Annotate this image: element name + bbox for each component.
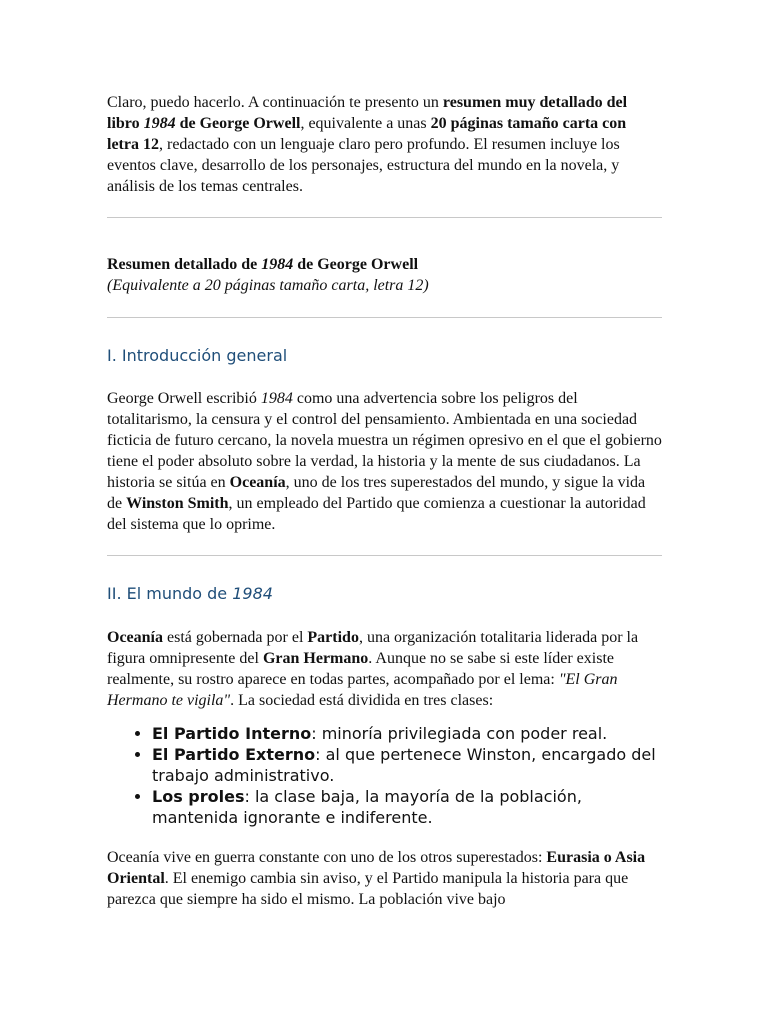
paragraph-text: como una advertencia sobre los peligros del totalitarismo, la censura y el control del pensamiento. Ambientada en una sociedad ficticia de futuro cercano, la novela muestra un régimen opresivo en el que el gobierno tiene el poder absoluto sobre la verdad, la historia y la mente de sus ciudadanos. La historia se sitúa en: [107, 390, 662, 491]
intro-paragraph: [107, 92, 662, 197]
heading-text: II. El mundo de: [107, 584, 233, 603]
list-item: [152, 786, 662, 828]
bold-term: Winston Smith: [126, 495, 229, 512]
paragraph-text: Oceanía vive en guerra constante con uno de los otros superestados:: [107, 849, 547, 866]
intro-text: Claro, puedo hacerlo. A continuación te presento un: [107, 94, 443, 111]
class-description: : al que pertenece Winston, encargado del trabajo administrativo.: [152, 745, 656, 785]
intro-book-title: 1984: [143, 115, 176, 132]
document-page: [107, 90, 662, 910]
summary-subtitle: [107, 275, 662, 296]
summary-title-author: de George Orwell: [293, 256, 419, 273]
paragraph-text: , uno de los tres superestados del mundo, y sigue la vida de: [107, 474, 646, 512]
list-item: [152, 723, 662, 744]
section-mundo-paragraph: [107, 627, 662, 711]
paragraph-text: . El enemigo cambia sin aviso, y el Partido manipula la historia para que parezca que siempre ha sido el mismo. La población vive bajo: [107, 870, 629, 908]
summary-subtitle-text: (Equivalente a 20 páginas tamaño carta, letra 12): [107, 277, 429, 294]
intro-bold-author: de George Orwell: [175, 115, 301, 132]
intro-text: , redactado con un lenguaje claro pero profundo. El resumen incluye los eventos clave, desarrollo de los personajes, estructura del mundo en la novela, y análisis de los temas centrales.: [107, 136, 620, 195]
paragraph-text: . La sociedad está dividida en tres clases:: [230, 692, 494, 709]
class-description: : minoría privilegiada con poder real.: [311, 724, 608, 743]
intro-bold-pages: 20 páginas tamaño carta con letra 12: [107, 115, 627, 153]
paragraph-text: , una organización totalitaria liderada por la figura omnipresente del: [107, 629, 639, 667]
class-description: : la clase baja, la mayoría de la población, mantenida ignorante e indiferente.: [152, 787, 582, 827]
class-name: El Partido Externo: [152, 745, 316, 764]
divider: [107, 317, 662, 318]
section-heading-mundo: [107, 583, 662, 605]
paragraph-text: . Aunque no se sabe si este líder existe realmente, su rostro aparece en todas partes, acompañado por el lema:: [107, 650, 614, 688]
bold-term: Partido: [307, 629, 359, 646]
summary-title-text: Resumen detallado de: [107, 256, 262, 273]
section-mundo-war-paragraph: [107, 847, 662, 910]
divider: [107, 217, 662, 218]
heading-book-title: 1984: [232, 584, 273, 603]
slogan-quote: "El Gran Hermano te vigila": [107, 671, 618, 709]
summary-title-block: [107, 254, 662, 296]
paragraph-text: , un empleado del Partido que comienza a cuestionar la autoridad del sistema que lo oprime.: [107, 495, 646, 533]
social-classes-list: [107, 723, 662, 828]
bold-term: Eurasia o Asia Oriental: [107, 849, 646, 887]
list-item: [152, 744, 662, 786]
divider: [107, 555, 662, 556]
class-name: El Partido Interno: [152, 724, 312, 743]
bold-term: Gran Hermano: [262, 650, 369, 667]
bold-term: Oceanía: [107, 629, 163, 646]
intro-bold-text: resumen muy detallado del libro: [107, 94, 628, 132]
summary-title-book: 1984: [261, 256, 294, 273]
intro-text: , equivalente a unas: [300, 115, 431, 132]
bold-term: Oceanía: [229, 474, 286, 491]
summary-title: [107, 254, 662, 275]
section-heading-introduccion: I. Introducción general: [107, 346, 288, 365]
class-name: Los proles: [152, 787, 245, 806]
paragraph-text: está gobernada por el: [163, 629, 308, 646]
paragraph-text: George Orwell escribió: [107, 390, 261, 407]
section-introduccion-paragraph: [107, 388, 662, 535]
book-title: 1984: [260, 390, 293, 407]
